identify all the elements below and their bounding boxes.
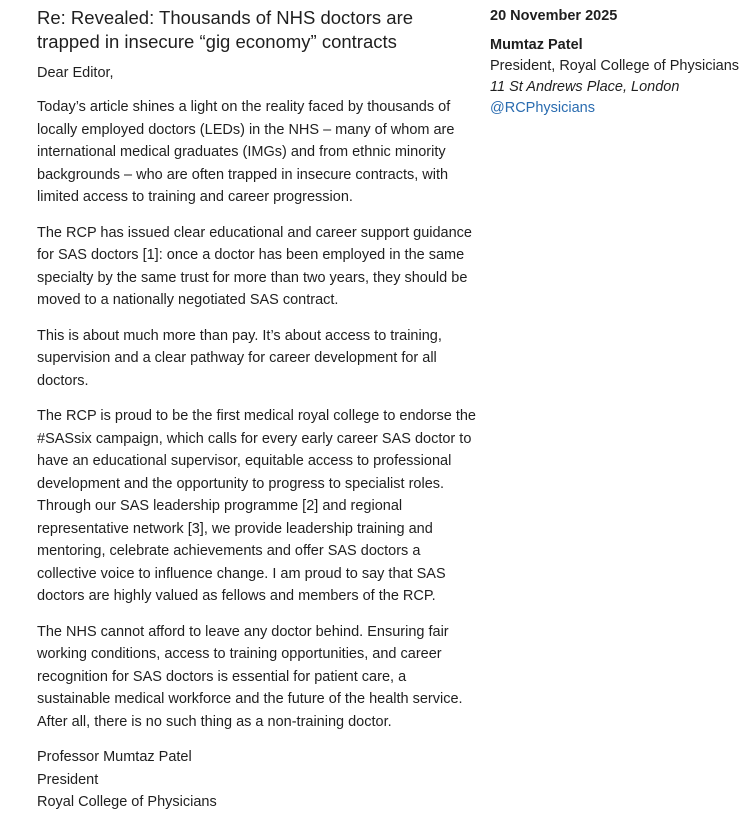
paragraph-1: Today’s article shines a light on the reality faced by thousands of locally employed doctors (LEDs) in the NHS – many of whom are international medical graduates (IMGs) and from ethnic minority backgrounds – who are often trapped in insecure contracts, with limited access to training and career progression. <box>37 99 455 205</box>
paragraph-2: The RCP has issued clear educational and career support guidance for SAS doctors [1]: once a doctor has been employed in the same specialty by the same trust for more than two years, they should be moved to a nationally negotiated SAS contract. <box>37 224 472 308</box>
author-sidebar <box>490 6 740 119</box>
author-twitter-link[interactable]: @RCPhysicians <box>490 100 595 116</box>
letter-title: Re: Revealed: Thousands of NHS doctors are trapped in insecure “gig economy” contracts <box>37 7 414 52</box>
author-address: 11 St Andrews Place, London <box>490 79 680 95</box>
salutation: Dear Editor, <box>37 65 114 81</box>
paragraph-5: The NHS cannot afford to leave any doctor behind. Ensuring fair working conditions, access to training opportunities, and career recognition for SAS doctors is essential for patient care, a sustainable medical workforce and the future of the health service. After all, there is no such thing as a non-training doctor. <box>37 623 463 730</box>
letter-body <box>37 6 477 814</box>
signoff-role: President <box>37 771 99 788</box>
signoff-org: Royal College of Physicians <box>37 794 217 810</box>
paragraph-4: The RCP is proud to be the first medical royal college to endorse the #SASsix campaign, which calls for every early career SAS doctor to have an educational supervisor, equitable access to professional development and the opportunity to progress to specialist roles. Through our SAS leadership programme [2] and regional representative network [3], we provide leadership training and mentoring, celebrate achievements and offer SAS doctors a collective voice to influence change. I am proud to say that SAS doctors are highly valued as fellows and members of the RCP. <box>37 408 476 604</box>
signoff <box>37 746 477 814</box>
author-name: Mumtaz Patel <box>490 37 583 53</box>
signoff-name: Professor Mumtaz Patel <box>37 749 192 765</box>
publication-date: 20 November 2025 <box>490 8 618 24</box>
author-role: President, Royal College of Physicians <box>490 58 740 74</box>
paragraph-3: This is about much more than pay. It’s about access to training, supervision and a clear pathway for career development for all doctors. <box>37 327 442 389</box>
